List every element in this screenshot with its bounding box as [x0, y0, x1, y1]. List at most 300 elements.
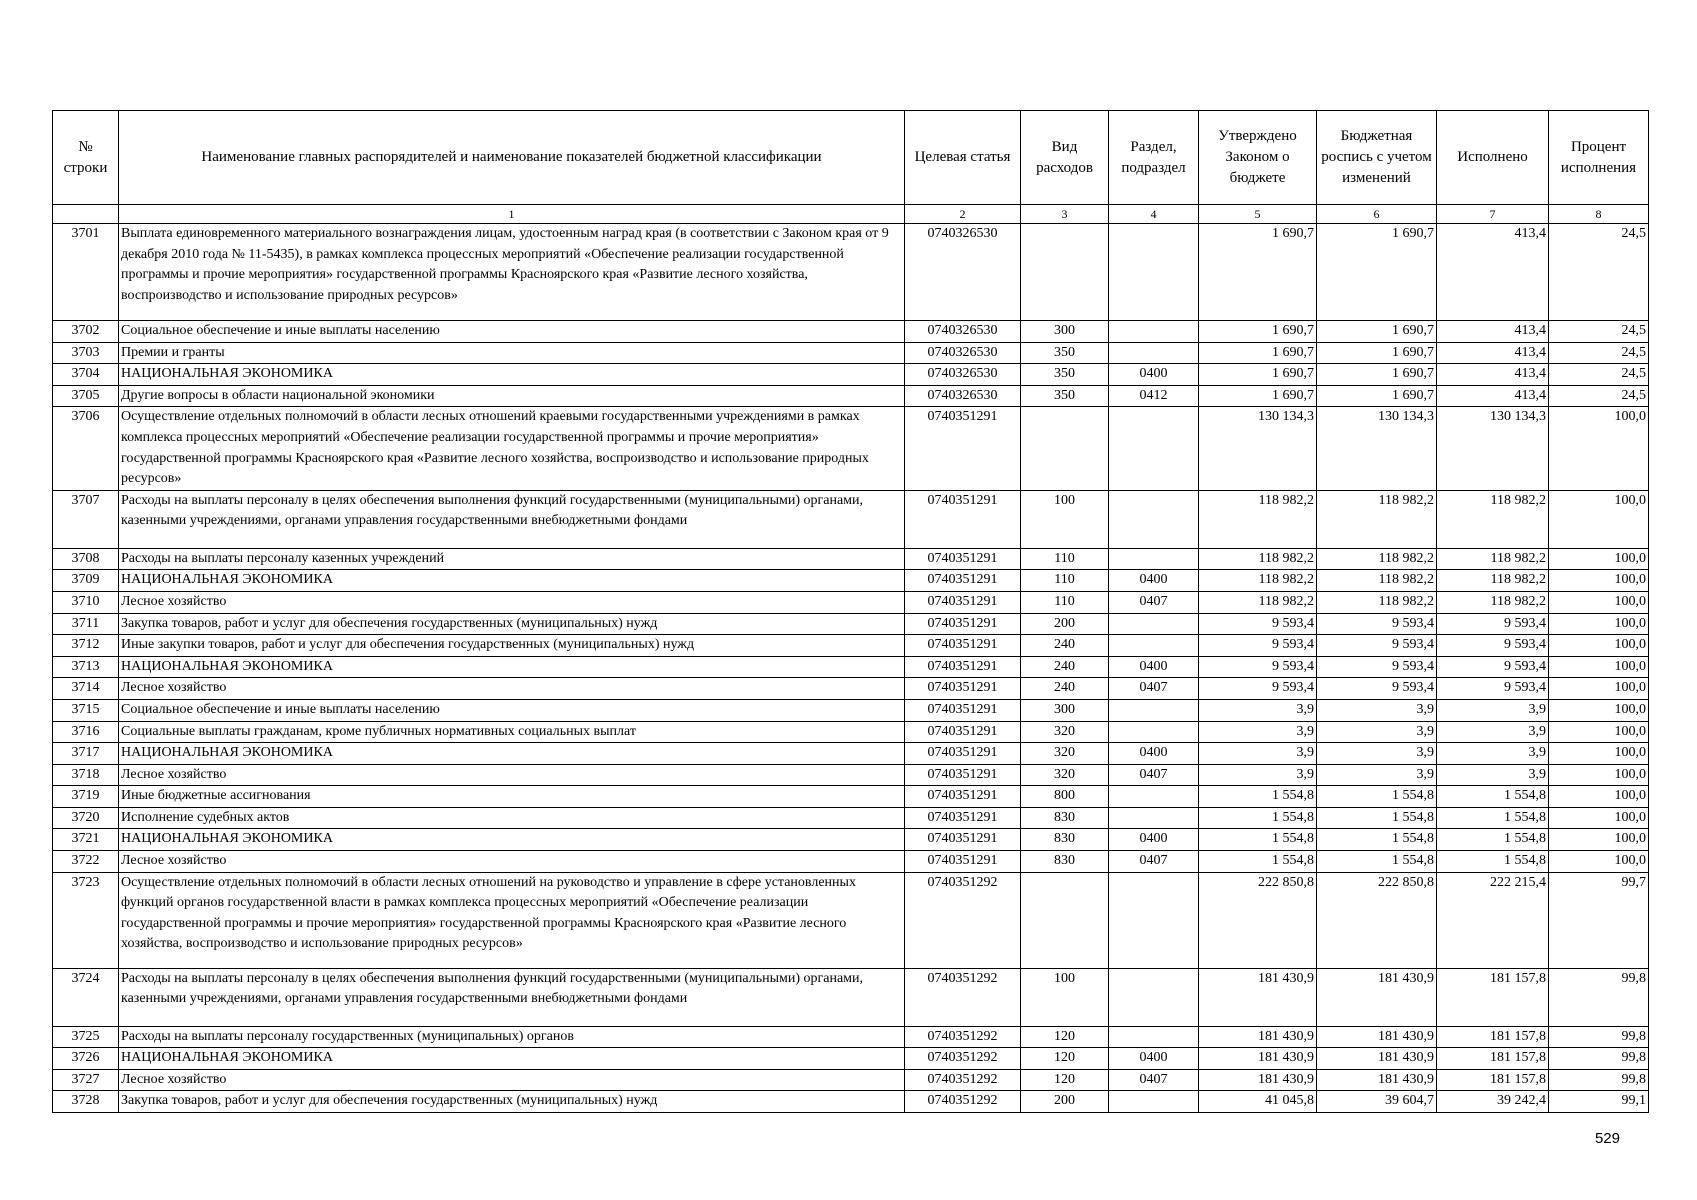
row-approved: 1 690,7	[1199, 224, 1317, 321]
row-expense-type: 830	[1021, 807, 1109, 829]
table-row	[53, 548, 1649, 570]
table-row	[53, 490, 1649, 548]
row-name: Осуществление отдельных полномочий в области лесных отношений краевыми государственными учреждениями в рамках комплекса процессных мероприятий «Обеспечение реализации государственной программы и прочие мероприятия» государственной программы Красноярского края «Развитие лесного хозяйства, воспроизводство и использование природных ресурсов»	[119, 407, 905, 490]
row-executed: 1 554,8	[1437, 786, 1549, 808]
table-row	[53, 764, 1649, 786]
row-expense-type: 110	[1021, 570, 1109, 592]
row-percent: 100,0	[1549, 490, 1649, 548]
row-approved: 9 593,4	[1199, 678, 1317, 700]
row-section: 0407	[1109, 1069, 1199, 1091]
row-approved: 130 134,3	[1199, 407, 1317, 490]
row-section: 0400	[1109, 743, 1199, 765]
row-target-article: 0740351292	[905, 1069, 1021, 1091]
row-target-article: 0740351291	[905, 656, 1021, 678]
row-executed: 118 982,2	[1437, 591, 1549, 613]
row-percent: 24,5	[1549, 224, 1649, 321]
row-name: Социальные выплаты гражданам, кроме публичных нормативных социальных выплат	[119, 721, 905, 743]
row-approved: 3,9	[1199, 699, 1317, 721]
row-target-article: 0740351291	[905, 570, 1021, 592]
row-target-article: 0740351291	[905, 764, 1021, 786]
row-executed: 1 554,8	[1437, 829, 1549, 851]
row-name: Расходы на выплаты персоналу в целях обеспечения выполнения функций государственными (муниципальными) органами, казенными учреждениями, органами управления государственными внебюджетными фондами	[119, 968, 905, 1026]
row-number: 3720	[53, 807, 119, 829]
table-row	[53, 968, 1649, 1026]
row-expense-type: 120	[1021, 1026, 1109, 1048]
row-number: 3705	[53, 385, 119, 407]
row-number: 3711	[53, 613, 119, 635]
row-target-article: 0740351291	[905, 851, 1021, 873]
row-expense-type: 320	[1021, 764, 1109, 786]
row-budget-roster: 181 430,9	[1317, 1048, 1437, 1070]
row-number: 3717	[53, 743, 119, 765]
row-percent: 99,8	[1549, 1026, 1649, 1048]
row-approved: 181 430,9	[1199, 1048, 1317, 1070]
row-budget-roster: 3,9	[1317, 743, 1437, 765]
row-percent: 99,7	[1549, 872, 1649, 968]
row-number: 3725	[53, 1026, 119, 1048]
table-row	[53, 570, 1649, 592]
row-name: НАЦИОНАЛЬНАЯ ЭКОНОМИКА	[119, 1048, 905, 1070]
row-section	[1109, 548, 1199, 570]
row-section	[1109, 342, 1199, 364]
column-number: 3	[1021, 205, 1109, 224]
row-percent: 100,0	[1549, 764, 1649, 786]
row-target-article: 0740351291	[905, 490, 1021, 548]
column-number-row	[53, 205, 1649, 224]
row-target-article: 0740351291	[905, 635, 1021, 657]
row-name: Премии и гранты	[119, 342, 905, 364]
row-executed: 9 593,4	[1437, 613, 1549, 635]
row-target-article: 0740351291	[905, 807, 1021, 829]
row-percent: 24,5	[1549, 385, 1649, 407]
row-section	[1109, 1026, 1199, 1048]
row-executed: 413,4	[1437, 224, 1549, 321]
row-target-article: 0740351291	[905, 699, 1021, 721]
row-target-article: 0740351292	[905, 1048, 1021, 1070]
row-approved: 3,9	[1199, 721, 1317, 743]
row-executed: 9 593,4	[1437, 635, 1549, 657]
row-executed: 181 157,8	[1437, 968, 1549, 1026]
row-budget-roster: 9 593,4	[1317, 613, 1437, 635]
row-budget-roster: 1 690,7	[1317, 342, 1437, 364]
row-section	[1109, 321, 1199, 343]
table-row	[53, 807, 1649, 829]
row-executed: 413,4	[1437, 385, 1549, 407]
table-row	[53, 678, 1649, 700]
row-budget-roster: 181 430,9	[1317, 1026, 1437, 1048]
row-number: 3724	[53, 968, 119, 1026]
row-name: НАЦИОНАЛЬНАЯ ЭКОНОМИКА	[119, 743, 905, 765]
table-row	[53, 1091, 1649, 1113]
table-row	[53, 364, 1649, 386]
row-expense-type: 830	[1021, 829, 1109, 851]
row-executed: 1 554,8	[1437, 851, 1549, 873]
header-row-number: № строки	[53, 111, 119, 205]
row-approved: 1 690,7	[1199, 385, 1317, 407]
row-executed: 39 242,4	[1437, 1091, 1549, 1113]
row-expense-type: 300	[1021, 699, 1109, 721]
page-number: 529	[1594, 1130, 1620, 1147]
row-expense-type: 830	[1021, 851, 1109, 873]
table-row	[53, 321, 1649, 343]
row-budget-roster: 118 982,2	[1317, 570, 1437, 592]
column-number: 2	[905, 205, 1021, 224]
row-expense-type: 200	[1021, 613, 1109, 635]
row-percent: 100,0	[1549, 678, 1649, 700]
row-expense-type	[1021, 872, 1109, 968]
row-executed: 3,9	[1437, 764, 1549, 786]
row-name: Расходы на выплаты персоналу государственных (муниципальных) органов	[119, 1026, 905, 1048]
row-section: 0400	[1109, 1048, 1199, 1070]
table-row	[53, 635, 1649, 657]
row-section	[1109, 613, 1199, 635]
row-approved: 181 430,9	[1199, 1069, 1317, 1091]
row-number: 3727	[53, 1069, 119, 1091]
row-target-article: 0740351292	[905, 872, 1021, 968]
row-executed: 3,9	[1437, 743, 1549, 765]
table-row	[53, 1069, 1649, 1091]
row-executed: 3,9	[1437, 721, 1549, 743]
row-section: 0400	[1109, 829, 1199, 851]
row-executed: 3,9	[1437, 699, 1549, 721]
row-target-article: 0740351291	[905, 548, 1021, 570]
row-budget-roster: 118 982,2	[1317, 490, 1437, 548]
row-section	[1109, 490, 1199, 548]
row-target-article: 0740351291	[905, 678, 1021, 700]
header-expense-type: Вид расходов	[1021, 111, 1109, 205]
row-target-article: 0740351291	[905, 786, 1021, 808]
row-percent: 100,0	[1549, 807, 1649, 829]
row-target-article: 0740351291	[905, 591, 1021, 613]
row-number: 3702	[53, 321, 119, 343]
row-percent: 99,8	[1549, 1048, 1649, 1070]
row-section	[1109, 407, 1199, 490]
row-approved: 1 554,8	[1199, 851, 1317, 873]
column-number: 7	[1437, 205, 1549, 224]
row-target-article: 0740351292	[905, 968, 1021, 1026]
row-percent: 99,8	[1549, 1069, 1649, 1091]
row-budget-roster: 3,9	[1317, 721, 1437, 743]
row-target-article: 0740326530	[905, 321, 1021, 343]
header-name: Наименование главных распорядителей и наименование показателей бюджетной классификации	[119, 111, 905, 205]
row-number: 3716	[53, 721, 119, 743]
row-target-article: 0740351291	[905, 407, 1021, 490]
row-expense-type: 240	[1021, 656, 1109, 678]
row-percent: 100,0	[1549, 548, 1649, 570]
row-number: 3722	[53, 851, 119, 873]
row-expense-type: 350	[1021, 385, 1109, 407]
row-target-article: 0740351291	[905, 829, 1021, 851]
row-section	[1109, 224, 1199, 321]
column-number: 4	[1109, 205, 1199, 224]
row-expense-type: 240	[1021, 635, 1109, 657]
row-budget-roster: 3,9	[1317, 699, 1437, 721]
row-executed: 413,4	[1437, 364, 1549, 386]
row-percent: 24,5	[1549, 342, 1649, 364]
header-target-article: Целевая статья	[905, 111, 1021, 205]
row-name: Иные закупки товаров, работ и услуг для обеспечения государственных (муниципальных) нужд	[119, 635, 905, 657]
row-executed: 118 982,2	[1437, 490, 1549, 548]
row-section: 0407	[1109, 678, 1199, 700]
header-approved: Утверждено Законом о бюджете	[1199, 111, 1317, 205]
row-name: Другие вопросы в области национальной экономики	[119, 385, 905, 407]
row-budget-roster: 181 430,9	[1317, 968, 1437, 1026]
row-executed: 181 157,8	[1437, 1048, 1549, 1070]
table-row	[53, 872, 1649, 968]
row-expense-type: 800	[1021, 786, 1109, 808]
table-row	[53, 699, 1649, 721]
row-budget-roster: 130 134,3	[1317, 407, 1437, 490]
row-section	[1109, 635, 1199, 657]
row-approved: 1 690,7	[1199, 342, 1317, 364]
row-percent: 100,0	[1549, 829, 1649, 851]
row-executed: 181 157,8	[1437, 1026, 1549, 1048]
row-section: 0400	[1109, 656, 1199, 678]
row-name: Лесное хозяйство	[119, 591, 905, 613]
row-percent: 24,5	[1549, 364, 1649, 386]
column-number	[53, 205, 119, 224]
row-number: 3721	[53, 829, 119, 851]
row-percent: 100,0	[1549, 635, 1649, 657]
row-section: 0412	[1109, 385, 1199, 407]
row-budget-roster: 39 604,7	[1317, 1091, 1437, 1113]
row-percent: 100,0	[1549, 613, 1649, 635]
row-percent: 100,0	[1549, 786, 1649, 808]
row-section: 0407	[1109, 764, 1199, 786]
row-target-article: 0740351292	[905, 1091, 1021, 1113]
row-approved: 1 554,8	[1199, 786, 1317, 808]
row-approved: 118 982,2	[1199, 591, 1317, 613]
row-approved: 1 690,7	[1199, 364, 1317, 386]
row-budget-roster: 1 554,8	[1317, 807, 1437, 829]
row-budget-roster: 9 593,4	[1317, 656, 1437, 678]
table-row	[53, 591, 1649, 613]
row-name: Социальное обеспечение и иные выплаты населению	[119, 699, 905, 721]
row-budget-roster: 1 690,7	[1317, 224, 1437, 321]
row-expense-type	[1021, 224, 1109, 321]
row-percent: 100,0	[1549, 570, 1649, 592]
column-number: 6	[1317, 205, 1437, 224]
row-approved: 118 982,2	[1199, 490, 1317, 548]
row-percent: 100,0	[1549, 721, 1649, 743]
header-budget-roster: Бюджетная роспись с учетом изменений	[1317, 111, 1437, 205]
row-executed: 1 554,8	[1437, 807, 1549, 829]
row-name: Осуществление отдельных полномочий в области лесных отношений на руководство и управление в сфере установленных функций органов государственной власти в рамках комплекса процессных мероприятий «Обеспечение реализации государственной программы и прочие мероприятия» государственной программы Красноярского края «Развитие лесного хозяйства, воспроизводство и использование природных ресурсов»	[119, 872, 905, 968]
row-name: НАЦИОНАЛЬНАЯ ЭКОНОМИКА	[119, 656, 905, 678]
row-executed: 118 982,2	[1437, 570, 1549, 592]
row-section: 0400	[1109, 364, 1199, 386]
row-expense-type: 350	[1021, 342, 1109, 364]
table-row	[53, 851, 1649, 873]
row-number: 3704	[53, 364, 119, 386]
row-section	[1109, 699, 1199, 721]
row-expense-type: 320	[1021, 721, 1109, 743]
row-number: 3714	[53, 678, 119, 700]
row-budget-roster: 1 554,8	[1317, 851, 1437, 873]
header-row	[53, 111, 1649, 205]
row-approved: 118 982,2	[1199, 570, 1317, 592]
row-name: Выплата единовременного материального вознаграждения лицам, удостоенным наград края (в соответствии с Законом края от 9 декабря 2010 года № 11-5435), в рамках комплекса процессных мероприятий «Обеспечение реализации государственной программы и прочие мероприятия» государственной программы Красноярского края «Развитие лесного хозяйства, воспроизводство и использование природных ресурсов»	[119, 224, 905, 321]
table-row	[53, 407, 1649, 490]
row-approved: 1 554,8	[1199, 807, 1317, 829]
row-name: Закупка товаров, работ и услуг для обеспечения государственных (муниципальных) нужд	[119, 613, 905, 635]
row-name: Лесное хозяйство	[119, 678, 905, 700]
row-section	[1109, 786, 1199, 808]
row-budget-roster: 3,9	[1317, 764, 1437, 786]
table-body	[53, 224, 1649, 1113]
row-expense-type: 300	[1021, 321, 1109, 343]
table-row	[53, 342, 1649, 364]
row-expense-type: 100	[1021, 490, 1109, 548]
row-budget-roster: 118 982,2	[1317, 591, 1437, 613]
row-number: 3718	[53, 764, 119, 786]
row-percent: 99,8	[1549, 968, 1649, 1026]
row-expense-type: 110	[1021, 591, 1109, 613]
row-approved: 9 593,4	[1199, 656, 1317, 678]
table-row	[53, 829, 1649, 851]
row-section	[1109, 1091, 1199, 1113]
row-budget-roster: 181 430,9	[1317, 1069, 1437, 1091]
row-percent: 24,5	[1549, 321, 1649, 343]
row-executed: 413,4	[1437, 321, 1549, 343]
table-row	[53, 656, 1649, 678]
table-row	[53, 786, 1649, 808]
row-number: 3723	[53, 872, 119, 968]
row-name: Расходы на выплаты персоналу в целях обеспечения выполнения функций государственными (муниципальными) органами, казенными учреждениями, органами управления государственными внебюджетными фондами	[119, 490, 905, 548]
row-number: 3701	[53, 224, 119, 321]
row-approved: 41 045,8	[1199, 1091, 1317, 1113]
row-name: Расходы на выплаты персоналу казенных учреждений	[119, 548, 905, 570]
row-approved: 118 982,2	[1199, 548, 1317, 570]
row-target-article: 0740351291	[905, 721, 1021, 743]
row-target-article: 0740326530	[905, 364, 1021, 386]
row-budget-roster: 9 593,4	[1317, 678, 1437, 700]
row-approved: 9 593,4	[1199, 613, 1317, 635]
row-number: 3728	[53, 1091, 119, 1113]
row-target-article: 0740351291	[905, 613, 1021, 635]
row-executed: 9 593,4	[1437, 656, 1549, 678]
row-name: Иные бюджетные ассигнования	[119, 786, 905, 808]
row-executed: 413,4	[1437, 342, 1549, 364]
row-budget-roster: 1 690,7	[1317, 385, 1437, 407]
header-percent: Процент исполнения	[1549, 111, 1649, 205]
table-row	[53, 224, 1649, 321]
row-number: 3703	[53, 342, 119, 364]
row-budget-roster: 118 982,2	[1317, 548, 1437, 570]
row-number: 3726	[53, 1048, 119, 1070]
row-executed: 130 134,3	[1437, 407, 1549, 490]
row-expense-type: 110	[1021, 548, 1109, 570]
row-number: 3710	[53, 591, 119, 613]
row-section	[1109, 872, 1199, 968]
row-expense-type	[1021, 407, 1109, 490]
table-row	[53, 1026, 1649, 1048]
row-number: 3713	[53, 656, 119, 678]
row-target-article: 0740351292	[905, 1026, 1021, 1048]
row-budget-roster: 1 554,8	[1317, 786, 1437, 808]
row-budget-roster: 222 850,8	[1317, 872, 1437, 968]
row-name: Лесное хозяйство	[119, 1069, 905, 1091]
row-approved: 3,9	[1199, 743, 1317, 765]
row-section: 0407	[1109, 851, 1199, 873]
row-target-article: 0740326530	[905, 224, 1021, 321]
row-approved: 9 593,4	[1199, 635, 1317, 657]
row-number: 3706	[53, 407, 119, 490]
row-approved: 1 690,7	[1199, 321, 1317, 343]
budget-table-container	[52, 110, 1648, 1113]
row-target-article: 0740326530	[905, 385, 1021, 407]
row-name: НАЦИОНАЛЬНАЯ ЭКОНОМИКА	[119, 829, 905, 851]
row-executed: 222 215,4	[1437, 872, 1549, 968]
row-number: 3719	[53, 786, 119, 808]
row-expense-type: 100	[1021, 968, 1109, 1026]
row-number: 3712	[53, 635, 119, 657]
row-section	[1109, 807, 1199, 829]
column-number: 1	[119, 205, 905, 224]
header-section: Раздел, подраздел	[1109, 111, 1199, 205]
row-percent: 100,0	[1549, 407, 1649, 490]
row-percent: 100,0	[1549, 699, 1649, 721]
row-name: Лесное хозяйство	[119, 851, 905, 873]
row-approved: 3,9	[1199, 764, 1317, 786]
row-approved: 1 554,8	[1199, 829, 1317, 851]
row-expense-type: 200	[1021, 1091, 1109, 1113]
column-number: 8	[1549, 205, 1649, 224]
row-approved: 222 850,8	[1199, 872, 1317, 968]
row-name: Социальное обеспечение и иные выплаты населению	[119, 321, 905, 343]
row-percent: 100,0	[1549, 743, 1649, 765]
row-percent: 100,0	[1549, 851, 1649, 873]
row-target-article: 0740351291	[905, 743, 1021, 765]
row-approved: 181 430,9	[1199, 968, 1317, 1026]
row-name: Лесное хозяйство	[119, 764, 905, 786]
row-executed: 118 982,2	[1437, 548, 1549, 570]
row-section	[1109, 721, 1199, 743]
row-section: 0400	[1109, 570, 1199, 592]
row-budget-roster: 1 690,7	[1317, 364, 1437, 386]
row-percent: 99,1	[1549, 1091, 1649, 1113]
row-number: 3715	[53, 699, 119, 721]
table-row	[53, 1048, 1649, 1070]
row-budget-roster: 9 593,4	[1317, 635, 1437, 657]
row-percent: 100,0	[1549, 591, 1649, 613]
row-number: 3708	[53, 548, 119, 570]
row-section: 0407	[1109, 591, 1199, 613]
table-row	[53, 385, 1649, 407]
row-name: Закупка товаров, работ и услуг для обеспечения государственных (муниципальных) нужд	[119, 1091, 905, 1113]
row-expense-type: 320	[1021, 743, 1109, 765]
row-expense-type: 350	[1021, 364, 1109, 386]
row-expense-type: 240	[1021, 678, 1109, 700]
row-approved: 181 430,9	[1199, 1026, 1317, 1048]
row-name: НАЦИОНАЛЬНАЯ ЭКОНОМИКА	[119, 570, 905, 592]
row-section	[1109, 968, 1199, 1026]
row-number: 3707	[53, 490, 119, 548]
row-executed: 181 157,8	[1437, 1069, 1549, 1091]
row-percent: 100,0	[1549, 656, 1649, 678]
row-executed: 9 593,4	[1437, 678, 1549, 700]
table-row	[53, 721, 1649, 743]
budget-execution-table	[52, 110, 1649, 1113]
row-budget-roster: 1 690,7	[1317, 321, 1437, 343]
row-target-article: 0740326530	[905, 342, 1021, 364]
row-expense-type: 120	[1021, 1069, 1109, 1091]
table-row	[53, 613, 1649, 635]
row-expense-type: 120	[1021, 1048, 1109, 1070]
row-number: 3709	[53, 570, 119, 592]
header-executed: Исполнено	[1437, 111, 1549, 205]
column-number: 5	[1199, 205, 1317, 224]
